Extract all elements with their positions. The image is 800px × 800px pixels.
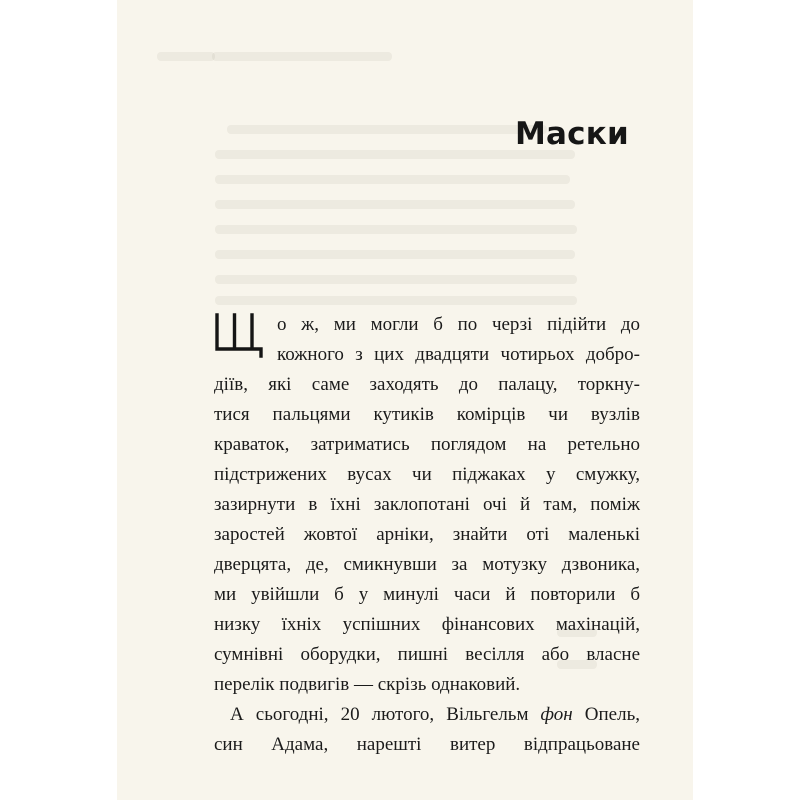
book-page bbox=[117, 0, 693, 800]
chapter-title: Маски bbox=[515, 116, 629, 152]
text-line: підстрижених вусах чи піджаках у смужку, bbox=[214, 464, 640, 485]
text-line: низку їхніх успішних фінансових махінацій, bbox=[214, 614, 640, 635]
text-line: А сьогодні, 20 лютого, Вільгельм фон Опель, bbox=[230, 704, 640, 725]
text-line: зазирнути в їхні заклопотані очі й там, поміж bbox=[214, 494, 640, 515]
text-line: о ж, ми могли б по черзі підійти до bbox=[277, 314, 640, 335]
text-line: кожного з цих двадцяти чотирьох добро- bbox=[277, 344, 640, 365]
text-line: діїв, які саме заходять до палацу, торкну- bbox=[214, 374, 640, 395]
text-line: краваток, затриматись поглядом на ретельно bbox=[214, 434, 640, 455]
text-line: сумнівні оборудки, пишні весілля або власне bbox=[214, 644, 640, 665]
text-line: заростей жовтої арніки, знайти оті маленькі bbox=[214, 524, 640, 545]
text-line: дверцята, де, смикнувши за мотузку дзвоника, bbox=[214, 554, 640, 575]
text-line: син Адама, нарешті витер відпрацьоване bbox=[214, 734, 640, 755]
text-line: перелік подвигів — скрізь однаковий. bbox=[214, 674, 521, 695]
chapter-body bbox=[214, 310, 640, 760]
italic-word: фон bbox=[540, 704, 573, 725]
text-line: тися пальцями кутиків комірців чи вузлів bbox=[214, 404, 640, 425]
text-line: ми увійшли б у минулі часи й повторили б bbox=[214, 584, 640, 605]
